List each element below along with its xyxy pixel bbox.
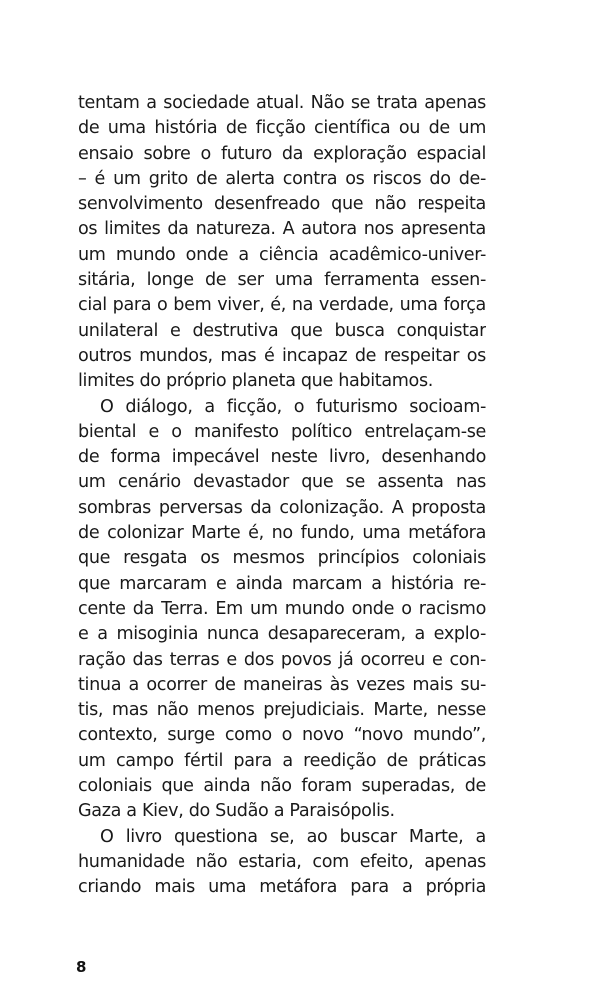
text-line: Gaza a Kiev, do Sudão a Paraisópolis. [78,801,395,822]
text-line: que marcaram e ainda marcam a história re- [78,573,486,594]
text-line: contexto, surge como o novo “novo mundo”, [78,725,486,746]
text-line: que resgata os mesmos princípios coloniais [78,548,486,569]
text-line: sitária, longe de ser uma ferramenta essen- [78,270,486,291]
text-line: ensaio sobre o futuro da exploração espacial [78,143,486,164]
text-line: tentam a sociedade atual. Não se trata apenas [78,93,486,113]
text-line: tinua a ocorrer de maneiras às vezes mais su- [78,674,486,695]
text-line: sombras perversas da colonização. A proposta [78,497,486,518]
text-line: – é um grito de alerta contra os riscos do de- [78,168,486,189]
text-line: limites do próprio planeta que habitamos. [78,371,434,392]
text-line: unilateral e destrutiva que busca conquistar [78,320,486,341]
body-text [78,91,486,901]
text-line: senvolvimento desenfreado que não respeita [78,194,486,215]
text-line: os limites da natureza. A autora nos apresenta [78,219,486,240]
text-line: criando mais uma metáfora para a própria [78,877,486,898]
text-line: cial para o bem viver, é, na verdade, uma força [78,295,486,316]
text-line: um cenário devastador que se assenta nas [78,472,486,493]
paragraph-2 [78,395,486,825]
text-line: outros mundos, mas é incapaz de respeitar os [78,345,486,366]
text-line: O livro questiona se, ao buscar Marte, a [100,826,486,847]
text-line: biental e o manifesto político entrelaçam-se [78,421,486,442]
paragraph-3 [78,825,486,901]
text-line: de uma história de ficção científica ou de um [78,118,486,139]
text-line: humanidade não estaria, com efeito, apenas [78,851,486,872]
text-line: O diálogo, a ficção, o futurismo socioam- [100,396,486,417]
text-line: de colonizar Marte é, no fundo, uma metáfora [78,523,486,544]
text-line: um campo fértil para a reedição de práticas [78,750,486,771]
text-line: um mundo onde a ciência acadêmico-univer- [78,244,486,265]
text-line: tis, mas não menos prejudiciais. Marte, nesse [78,700,486,721]
text-line: coloniais que ainda não foram superadas, de [78,776,486,797]
text-line: cente da Terra. Em um mundo onde o racismo [78,598,486,619]
page-number: 8 [76,958,87,976]
text-line: e a misoginia nunca desapareceram, a explo- [78,624,486,645]
text-line: ração das terras e dos povos já ocorreu e con- [78,649,486,670]
text-line: de forma impecável neste livro, desenhando [78,447,486,468]
paragraph-1 [78,91,486,395]
